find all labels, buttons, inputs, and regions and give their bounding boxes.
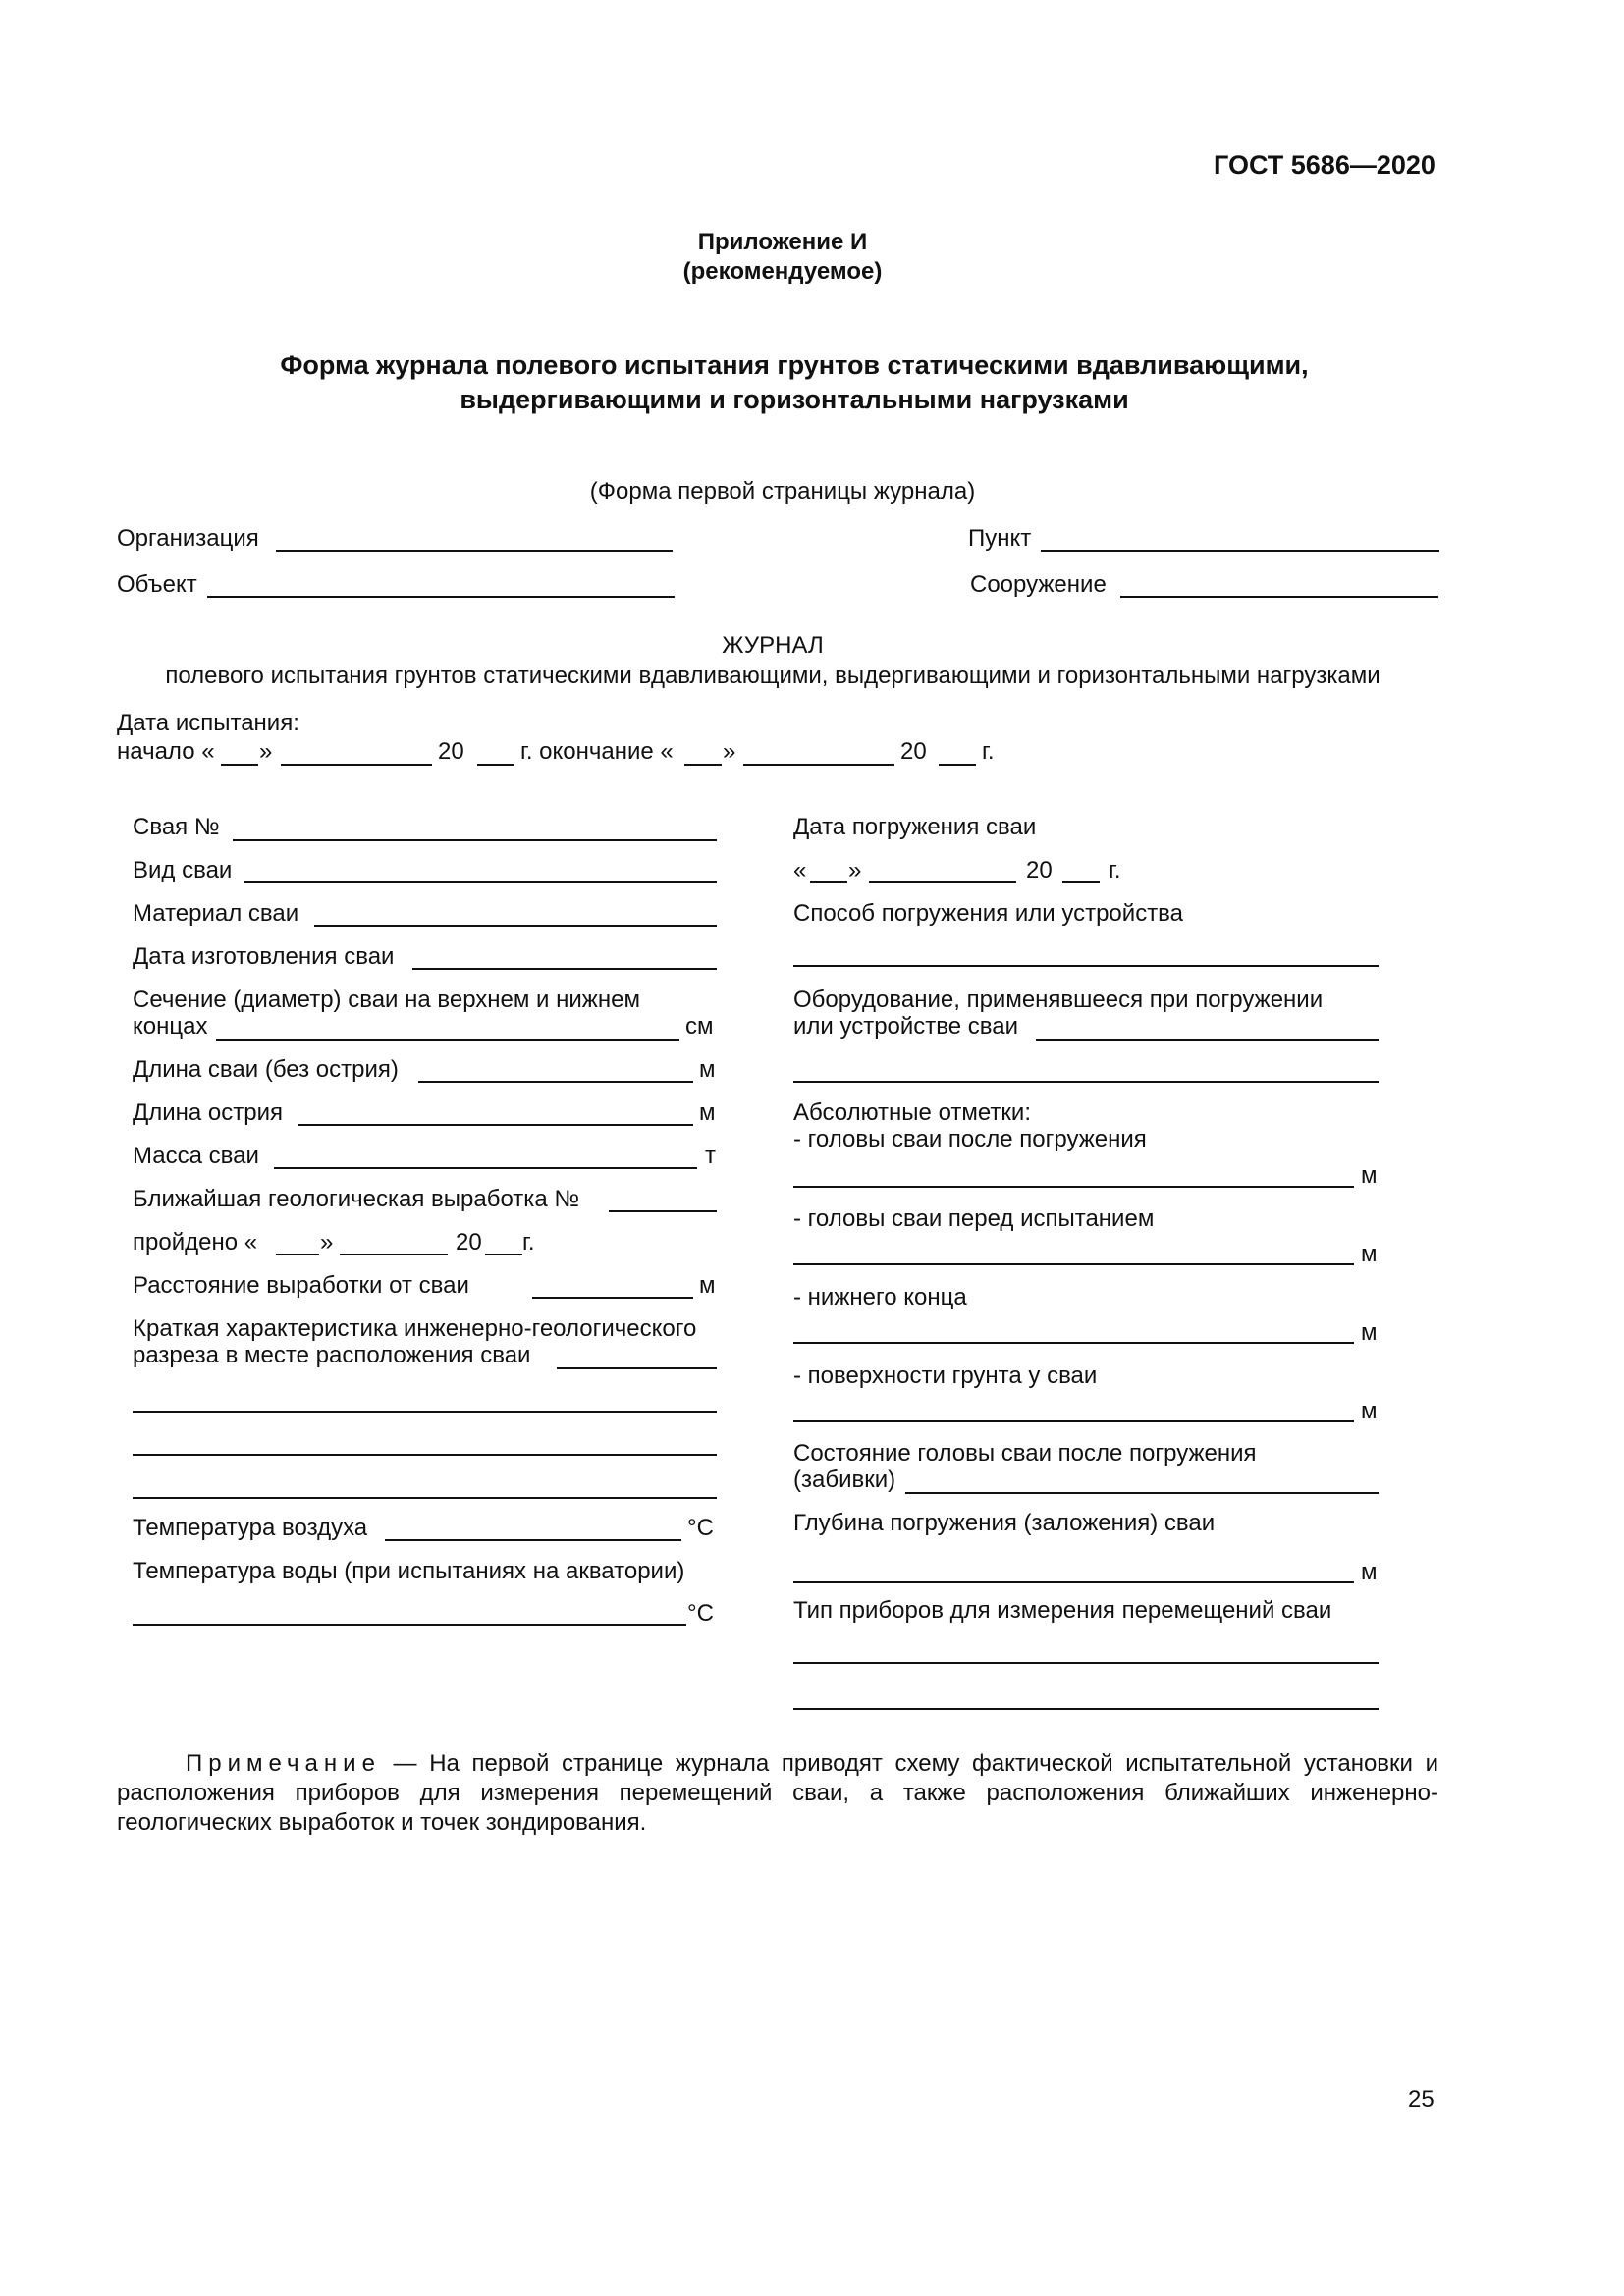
unit-m: м (699, 1099, 716, 1126)
char-field-4[interactable] (133, 1497, 717, 1499)
page-title-line2: выдергивающими и горизонтальными нагрузками (460, 385, 1129, 414)
organization-label: Организация (117, 525, 259, 552)
pile-no-label: Свая № (133, 814, 220, 840)
borehole-label: Ближайшая геологическая выработка № (133, 1186, 580, 1212)
pile-mass-field[interactable] (274, 1167, 697, 1169)
note-label: Примечание (186, 1750, 381, 1777)
object-label: Объект (117, 571, 197, 598)
head-state-label-line2: (забивки) (793, 1467, 896, 1493)
page-number: 25 (1408, 2086, 1435, 2112)
test-date-label: Дата испытания: (117, 710, 299, 736)
quote-close: » (723, 738, 736, 765)
equipment-label-line1: Оборудование, применявшееся при погружении (793, 987, 1324, 1013)
structure-field[interactable] (1120, 596, 1438, 598)
quote-close: » (320, 1229, 334, 1255)
distance-label: Расстояние выработки от сваи (133, 1272, 469, 1299)
structure-label: Сооружение (970, 571, 1107, 598)
distance-field[interactable] (532, 1297, 693, 1299)
tip-length-field[interactable] (298, 1124, 693, 1126)
unit-m: м (1361, 1319, 1378, 1346)
equipment-label-line2: или устройстве сваи (793, 1013, 1019, 1040)
equipment-field-2[interactable] (793, 1081, 1379, 1083)
drive-date-label: Дата погружения сваи (793, 814, 1037, 840)
instruments-field-1[interactable] (793, 1662, 1379, 1664)
quote-close: » (259, 738, 273, 765)
depth-field[interactable] (793, 1581, 1354, 1583)
char-label-line2: разреза в месте расположения сваи (133, 1342, 531, 1368)
method-label: Способ погружения или устройства (793, 900, 1184, 927)
unit-m: м (1361, 1398, 1378, 1424)
point-label: Пункт (968, 525, 1032, 552)
standard-code: ГОСТ 5686—2020 (1214, 150, 1435, 180)
start-year-field[interactable] (477, 764, 514, 766)
start-month-field[interactable] (281, 764, 432, 766)
end-year-prefix: 20 (900, 738, 927, 765)
note-dash: — (380, 1750, 430, 1777)
air-temp-label: Температура воздуха (133, 1515, 368, 1541)
form-caption: (Форма первой страницы журнала) (589, 478, 976, 505)
section-field[interactable] (216, 1039, 679, 1041)
object-field[interactable] (207, 596, 675, 598)
passed-year-prefix: 20 (456, 1229, 482, 1255)
note (117, 1749, 1438, 1837)
section-label-line2: концах (133, 1013, 208, 1040)
abs-marks-label: Абсолютные отметки: (793, 1099, 1031, 1126)
journal-heading: ЖУРНАЛ (722, 632, 824, 659)
note-text: На первой странице журнала приводят схему фактической испытательной установки и расположения приборов для измерения перемещений сваи, а также расположения ближайших инженерно-геологических выработок и точек зондирования. (117, 1750, 1438, 1836)
pile-material-label: Материал сваи (133, 900, 299, 927)
quote-open: « (793, 857, 807, 883)
char-field-2[interactable] (133, 1411, 717, 1413)
drive-year-field[interactable] (1062, 881, 1100, 883)
water-temp-field[interactable] (133, 1624, 686, 1626)
pile-type-field[interactable] (244, 881, 717, 883)
end-label: г. окончание « (520, 738, 674, 765)
equipment-field-1[interactable] (1036, 1039, 1379, 1041)
tip-length-label: Длина острия (133, 1099, 284, 1126)
end-year-suffix: г. (982, 738, 995, 765)
unit-m: м (1361, 1241, 1378, 1267)
depth-label: Глубина погружения (заложения) сваи (793, 1510, 1216, 1536)
journal-subtitle: полевого испытания грунтов статическими вдавливающими, выдергивающими и горизонтальными нагрузками (165, 663, 1380, 689)
head-state-field[interactable] (905, 1492, 1379, 1494)
head-after-field[interactable] (793, 1186, 1354, 1188)
unit-celsius: °C (687, 1515, 714, 1541)
manufacture-date-field[interactable] (412, 968, 717, 970)
unit-m: м (699, 1056, 716, 1083)
start-year-prefix: 20 (438, 738, 464, 765)
unit-m: м (1361, 1162, 1378, 1189)
section-label-line1: Сечение (диаметр) сваи на верхнем и нижнем (133, 987, 640, 1013)
passed-day-field[interactable] (276, 1254, 319, 1255)
lower-end-field[interactable] (793, 1342, 1354, 1344)
ground-surface-field[interactable] (793, 1420, 1354, 1422)
point-field[interactable] (1041, 550, 1439, 552)
head-state-label-line1: Состояние головы сваи после погружения (793, 1440, 1257, 1467)
borehole-field[interactable] (609, 1210, 717, 1212)
organization-field[interactable] (276, 550, 673, 552)
pile-mass-label: Масса сваи (133, 1143, 259, 1169)
air-temp-field[interactable] (385, 1539, 681, 1541)
end-year-field[interactable] (939, 764, 976, 766)
ground-surface-label: - поверхности грунта у сваи (793, 1362, 1098, 1389)
passed-year-field[interactable] (485, 1254, 522, 1255)
manufacture-date-label: Дата изготовления сваи (133, 943, 395, 970)
unit-cm: см (685, 1013, 714, 1040)
water-temp-label: Температура воды (при испытаниях на акватории) (133, 1558, 685, 1584)
head-before-field[interactable] (793, 1263, 1354, 1265)
method-field[interactable] (793, 965, 1379, 967)
lower-end-label: - нижнего конца (793, 1284, 967, 1310)
quote-close: » (848, 857, 862, 883)
char-label-line1: Краткая характеристика инженерно-геологического (133, 1315, 697, 1342)
instruments-label: Тип приборов для измерения перемещений сваи (793, 1597, 1332, 1624)
head-before-label: - головы сваи перед испытанием (793, 1205, 1155, 1232)
drive-year-suffix: г. (1109, 857, 1121, 883)
unit-m: м (699, 1272, 716, 1299)
drive-month-field[interactable] (869, 881, 1016, 883)
start-day-field[interactable] (221, 764, 258, 766)
unit-celsius: °C (687, 1600, 714, 1627)
pile-length-field[interactable] (418, 1081, 693, 1083)
pile-type-label: Вид сваи (133, 857, 233, 883)
test-date-start-label: начало « (117, 738, 215, 765)
drive-year-prefix: 20 (1026, 857, 1053, 883)
char-field-1[interactable] (557, 1367, 717, 1369)
instruments-field-2[interactable] (793, 1708, 1379, 1710)
page-title-line1: Форма журнала полевого испытания грунтов статическими вдавливающими, (280, 350, 1309, 380)
unit-t: т (705, 1143, 716, 1169)
passed-month-field[interactable] (340, 1254, 448, 1255)
passed-open: пройдено « (133, 1229, 258, 1255)
end-day-field[interactable] (684, 764, 722, 766)
appendix-title: Приложение И (697, 229, 868, 255)
unit-m: м (1361, 1559, 1378, 1585)
drive-day-field[interactable] (810, 881, 847, 883)
char-field-3[interactable] (133, 1454, 717, 1456)
pile-length-label: Длина сваи (без острия) (133, 1056, 399, 1083)
passed-year-suffix: г. (522, 1229, 535, 1255)
pile-material-field[interactable] (314, 925, 717, 927)
pile-no-field[interactable] (233, 839, 717, 841)
head-after-label: - головы сваи после погружения (793, 1126, 1147, 1152)
end-month-field[interactable] (743, 764, 894, 766)
appendix-status: (рекомендуемое) (682, 258, 883, 285)
